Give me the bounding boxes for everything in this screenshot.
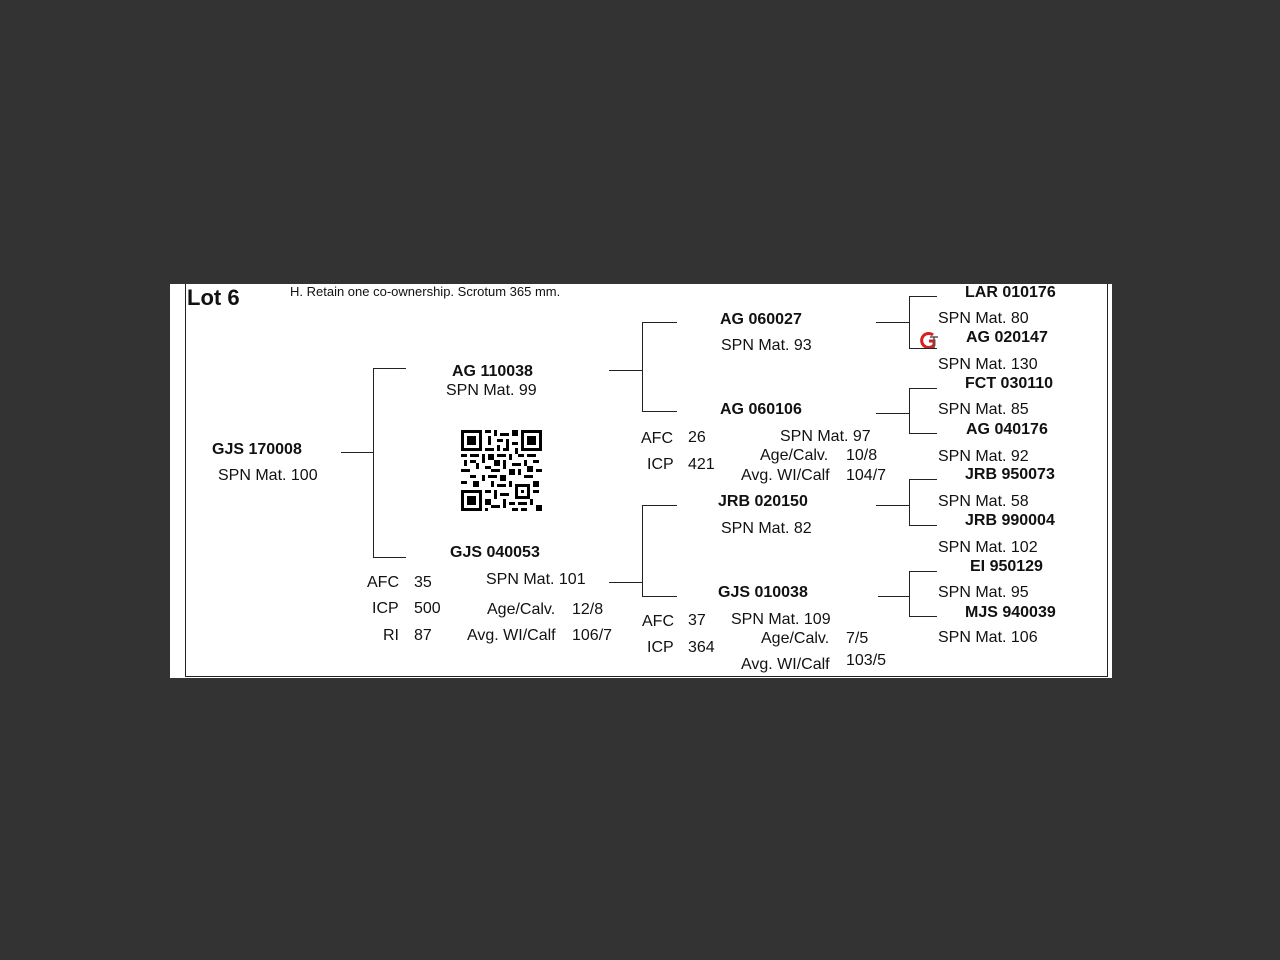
- connector-line: [909, 571, 910, 617]
- dam-dam-age-value: 7/5: [846, 630, 869, 647]
- connector-line: [642, 596, 677, 597]
- dam-dam-age-label: Age/Calv.: [761, 630, 830, 647]
- dam-afc-value: 35: [414, 574, 432, 591]
- connector-line: [909, 479, 937, 480]
- dam-dam-spn: SPN Mat. 109: [731, 611, 831, 628]
- gg-id: LAR 010176: [965, 284, 1056, 301]
- connector-line: [373, 557, 406, 558]
- sire-dam-icp-value: 421: [688, 456, 715, 473]
- sire-dam-avg-label: Avg. WI/Calf: [741, 467, 830, 484]
- dam-age-value: 12/8: [572, 601, 604, 618]
- dam-dam-afc-label: AFC: [642, 613, 674, 630]
- gg-spn: SPN Mat. 58: [938, 493, 1029, 510]
- connector-line: [878, 596, 909, 597]
- sire-dam-icp-label: ICP: [647, 456, 674, 473]
- gg-spn: SPN Mat. 95: [938, 584, 1029, 601]
- dam-ri-value: 87: [414, 627, 432, 644]
- connector-line: [876, 322, 909, 323]
- connector-line: [909, 388, 910, 434]
- gg-id: JRB 990004: [965, 512, 1055, 529]
- dam-age-label: Age/Calv.: [487, 601, 556, 618]
- sire-dam-id: AG 060106: [720, 401, 802, 418]
- connector-line: [909, 296, 910, 349]
- sire-sire-id: AG 060027: [720, 311, 802, 328]
- sire-dam-age-value: 10/8: [846, 447, 878, 464]
- dam-ri-label: RI: [383, 627, 399, 644]
- gg-id: EI 950129: [970, 558, 1043, 575]
- connector-line: [909, 348, 937, 349]
- dam-sire-spn: SPN Mat. 82: [721, 520, 812, 537]
- connector-line: [909, 571, 937, 572]
- connector-line: [642, 322, 643, 412]
- connector-line: [909, 525, 937, 526]
- sire-id: AG 110038: [452, 363, 533, 380]
- gg-spn: SPN Mat. 102: [938, 539, 1038, 556]
- connector-line: [373, 368, 406, 369]
- connector-line: [876, 413, 909, 414]
- gg-spn: SPN Mat. 130: [938, 356, 1038, 373]
- sire-sire-spn: SPN Mat. 93: [721, 337, 812, 354]
- connector-line: [609, 582, 642, 583]
- lot-note: H. Retain one co-ownership. Scrotum 365 mm.: [290, 284, 561, 299]
- dam-avg-label: Avg. WI/Calf: [467, 627, 556, 644]
- connector-line: [642, 505, 677, 506]
- connector-line: [642, 411, 677, 412]
- dam-dam-avg-label: Avg. WI/Calf: [741, 656, 830, 673]
- gg-spn: SPN Mat. 92: [938, 448, 1029, 465]
- dam-dam-avg-value: 103/5: [846, 652, 887, 669]
- animal-spn: SPN Mat. 100: [218, 467, 318, 484]
- gg-id: AG 040176: [966, 421, 1048, 438]
- dam-afc-label: AFC: [367, 574, 399, 591]
- connector-line: [373, 368, 374, 558]
- dam-dam-id: GJS 010038: [718, 584, 808, 601]
- dam-avg-value: 106/7: [572, 627, 613, 644]
- gg-id: AG 020147: [966, 329, 1048, 346]
- dam-icp-value: 500: [414, 600, 441, 617]
- connector-line: [909, 388, 937, 389]
- gg-spn: SPN Mat. 106: [938, 629, 1038, 646]
- connector-line: [341, 452, 373, 453]
- sire-dam-age-label: Age/Calv.: [760, 447, 829, 464]
- sire-dam-spn: SPN Mat. 97: [780, 428, 871, 445]
- connector-line: [909, 479, 910, 526]
- gg-spn: SPN Mat. 80: [938, 310, 1029, 327]
- sire-dam-avg-value: 104/7: [846, 467, 887, 484]
- dam-icp-label: ICP: [372, 600, 399, 617]
- connector-line: [909, 616, 937, 617]
- gg-id: FCT 030110: [965, 375, 1054, 392]
- pedigree-card: [170, 284, 1112, 678]
- sire-dam-afc-label: AFC: [641, 430, 673, 447]
- sire-spn: SPN Mat. 99: [446, 382, 537, 399]
- dam-id: GJS 040053: [450, 544, 540, 561]
- connector-line: [609, 370, 642, 371]
- connector-line: [909, 433, 937, 434]
- gg-id: JRB 950073: [965, 466, 1055, 483]
- qr-code-icon: [461, 430, 542, 511]
- dam-spn: SPN Mat. 101: [486, 571, 586, 588]
- connector-line: [876, 505, 909, 506]
- gg-id: MJS 940039: [965, 604, 1056, 621]
- dam-sire-id: JRB 020150: [718, 493, 808, 510]
- connector-line: [642, 322, 677, 323]
- connector-line: [909, 296, 937, 297]
- sire-dam-afc-value: 26: [688, 429, 706, 446]
- animal-id: GJS 170008: [212, 441, 302, 458]
- dam-dam-afc-value: 37: [688, 612, 706, 629]
- dam-dam-icp-value: 364: [688, 639, 715, 656]
- gg-spn: SPN Mat. 85: [938, 401, 1029, 418]
- lot-title: Lot 6: [187, 285, 240, 310]
- connector-line: [642, 505, 643, 597]
- dam-dam-icp-label: ICP: [647, 639, 674, 656]
